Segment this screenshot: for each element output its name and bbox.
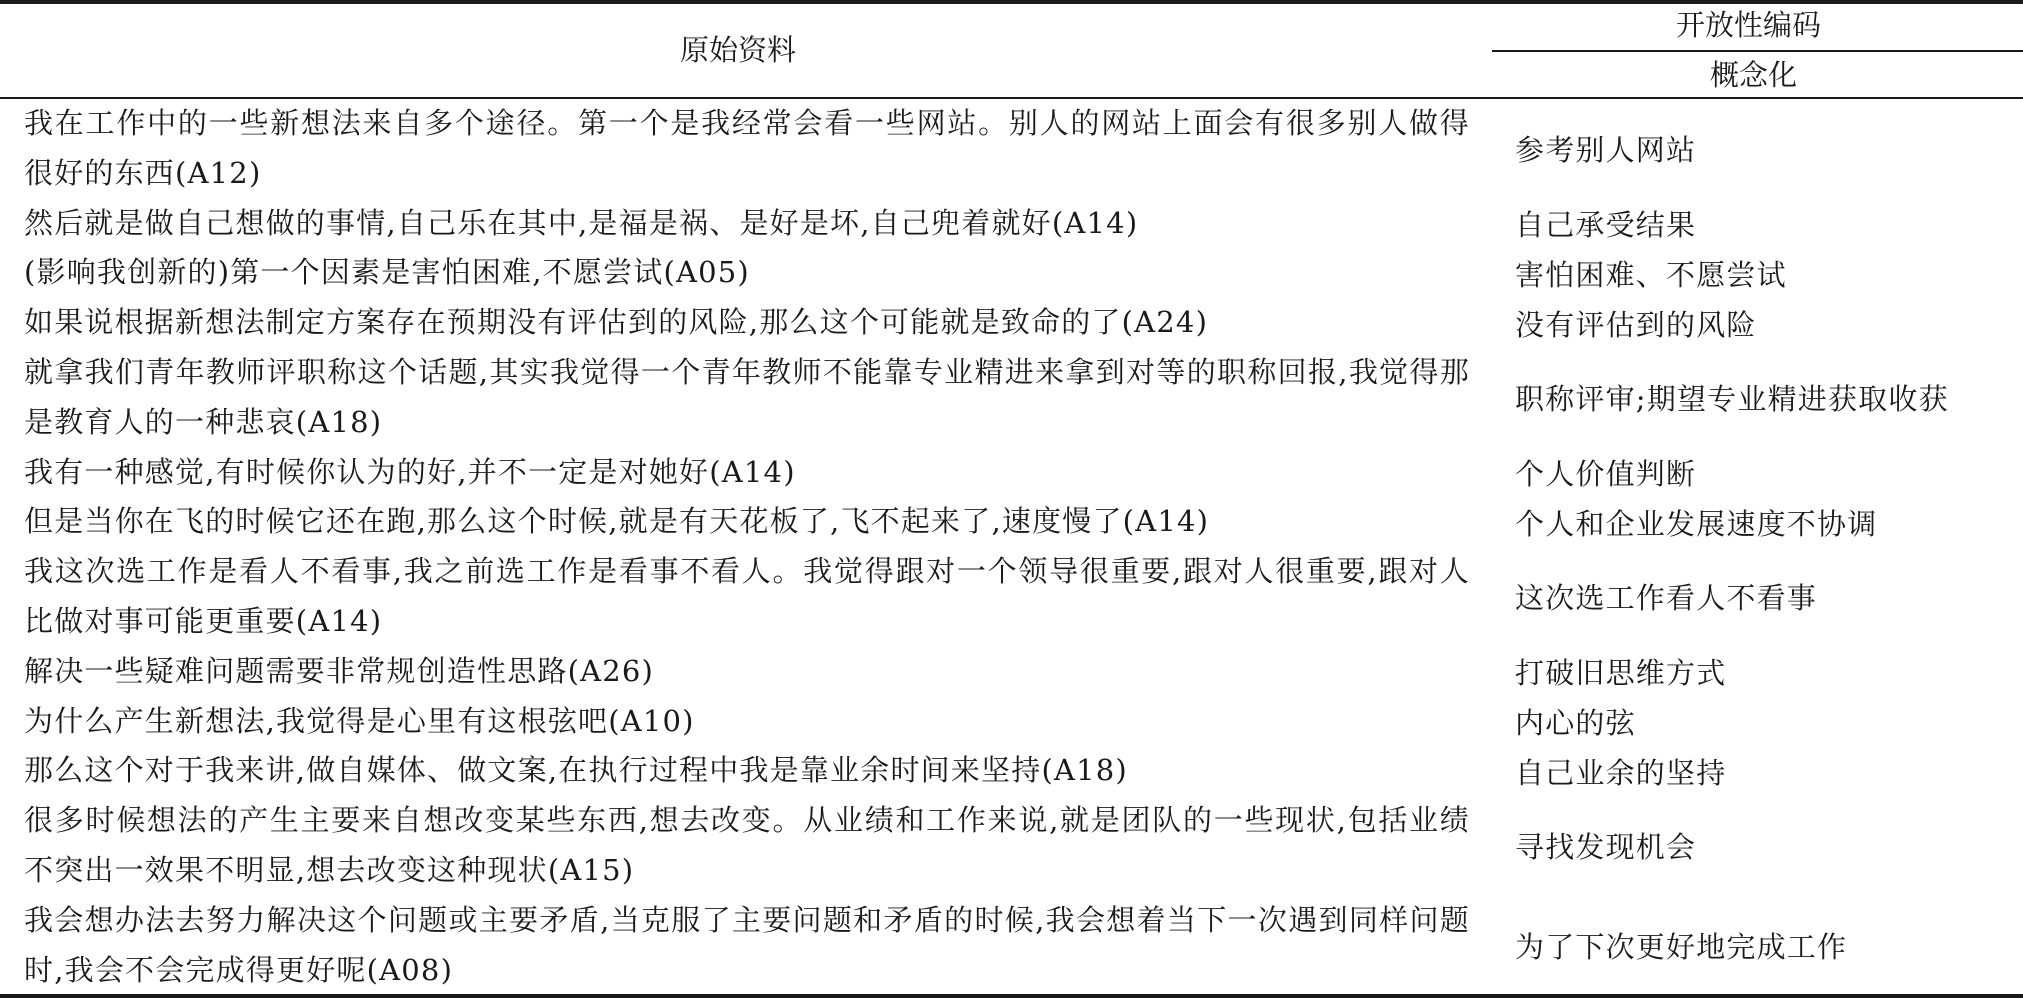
table-row: [0, 746, 2023, 796]
table-row: [0, 647, 2023, 697]
table-row: [0, 448, 2023, 498]
table-bottom-rule: [0, 994, 2023, 998]
raw-material-cell: 我有一种感觉,有时候你认为的好,并不一定是对她好(A14): [24, 454, 796, 489]
raw-material-cell: 但是当你在飞的时候它还在跑,那么这个时候,就是有天花板了,飞不起来了,速度慢了(A14): [24, 504, 1210, 539]
raw-material-cell: 我这次选工作是看人不看事,我之前选工作是看事不看人。我觉得跟对一个领导很重要,跟对人很重要,跟对人比做对事可能更重要(A14): [24, 554, 1470, 638]
table-row: [0, 99, 2023, 199]
table-row: [0, 547, 2023, 647]
table-body: [0, 99, 2023, 995]
concept-cell: 这次选工作看人不看事: [1515, 581, 1818, 616]
table-row: [0, 796, 2023, 896]
concept-cell: 没有评估到的风险: [1515, 307, 1757, 342]
column-header-conceptualization: 概念化: [1710, 58, 1798, 92]
raw-material-cell: 就拿我们青年教师评职称这个话题,其实我觉得一个青年教师不能靠专业精进来拿到对等的职称回报,我觉得那是教育人的一种悲哀(A18): [24, 354, 1470, 439]
concept-cell: 职称评审;期望专业精进获取收获: [1515, 382, 1949, 417]
table-row: [0, 497, 2023, 547]
raw-material-cell: 如果说根据新想法制定方案存在预期没有评估到的风险,那么这个可能就是致命的了(A24): [24, 305, 1209, 340]
raw-material-cell: 我会想办法去努力解决这个问题或主要矛盾,当克服了主要问题和矛盾的时候,我会想着当下一次遇到同样问题时,我会不会完成得更好呢(A08): [24, 902, 1470, 987]
open-coding-sub-rule: [1492, 50, 2023, 52]
raw-material-cell: (影响我创新的)第一个因素是害怕困难,不愿尝试(A05): [24, 255, 750, 290]
concept-cell: 参考别人网站: [1515, 133, 1697, 168]
column-header-open-coding: 开放性编码: [1676, 8, 1822, 42]
raw-material-cell: 为什么产生新想法,我觉得是心里有这根弦吧(A10): [24, 703, 695, 738]
concept-cell: 个人价值判断: [1515, 456, 1697, 491]
table-row: [0, 348, 2023, 448]
raw-material-cell: 很多时候想法的产生主要来自想改变某些东西,想去改变。从业绩和工作来说,就是团队的一些现状,包括业绩不突出一效果不明显,想去改变这种现状(A15): [24, 803, 1470, 887]
concept-cell: 寻找发现机会: [1515, 830, 1697, 865]
concept-cell: 个人和企业发展速度不协调: [1515, 506, 1878, 541]
concept-cell: 自己业余的坚持: [1515, 755, 1727, 790]
raw-material-cell: 那么这个对于我来讲,做自媒体、做文案,在执行过程中我是靠业余时间来坚持(A18): [24, 753, 1128, 788]
raw-material-cell: 解决一些疑难问题需要非常规创造性思路(A26): [24, 653, 655, 688]
concept-cell: 为了下次更好地完成工作: [1515, 930, 1848, 965]
table-row: [0, 697, 2023, 747]
raw-material-cell: 我在工作中的一些新想法来自多个途径。第一个是我经常会看一些网站。别人的网站上面会有很多别人做得很好的东西(A12): [24, 106, 1470, 190]
table-row: [0, 199, 2023, 249]
column-header-raw-material: 原始资料: [680, 33, 797, 67]
table-row: [0, 896, 2023, 996]
table-top-rule: [0, 0, 2023, 4]
raw-material-cell: 然后就是做自己想做的事情,自己乐在其中,是福是祸、是好是坏,自己兜着就好(A14): [24, 205, 1139, 240]
concept-cell: 内心的弦: [1515, 705, 1636, 740]
concept-cell: 害怕困难、不愿尝试: [1515, 257, 1787, 292]
table-row: [0, 298, 2023, 348]
concept-cell: 打破旧思维方式: [1515, 656, 1727, 691]
concept-cell: 自己承受结果: [1515, 207, 1697, 242]
table-row: [0, 248, 2023, 298]
